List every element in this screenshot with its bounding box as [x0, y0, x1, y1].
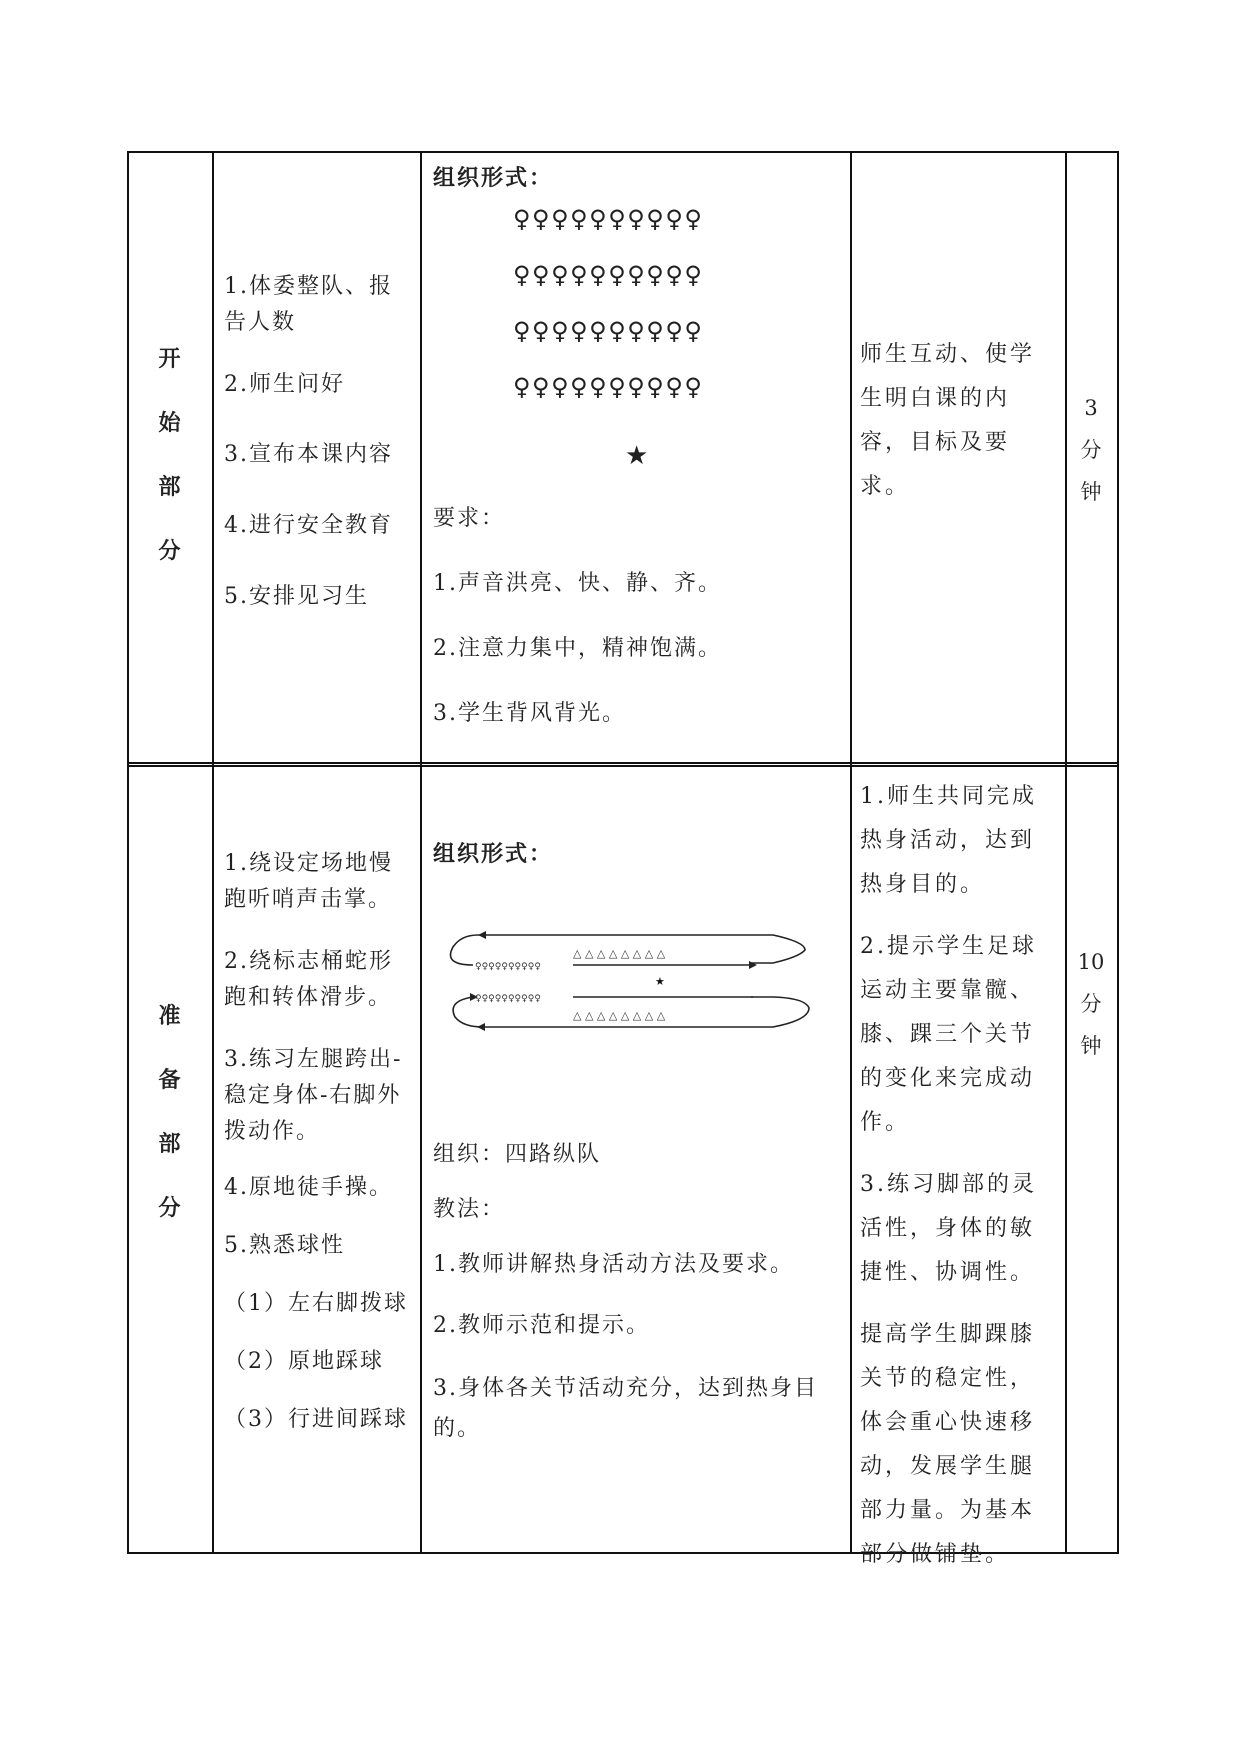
formation-row: ♀♀♀♀♀♀♀♀♀♀: [513, 317, 704, 345]
time-cell-start: [1065, 387, 1117, 513]
content-item: 3.练习左腿跨出-稳定身体-右脚外拨动作。: [224, 1047, 403, 1144]
method-item: 2.教师示范和提示。: [433, 1313, 650, 1338]
time-unit: 分钟: [1080, 438, 1102, 504]
content-item: 4.进行安全教育: [224, 513, 393, 538]
purpose-list-prep: [860, 775, 1052, 1577]
content-item: 1.绕设定场地慢跑听哨声击掌。: [224, 851, 393, 912]
requirements-heading: 要求：: [433, 506, 506, 531]
time-value: 3: [1084, 396, 1098, 420]
purpose-item: 3.练习脚部的灵活性，身体的敏捷性、协调性。: [860, 1172, 1037, 1285]
cone-markers: [573, 947, 666, 1022]
row-divider: [127, 762, 1119, 764]
purpose-item: 1.师生共同完成热身活动，达到热身目的。: [860, 784, 1037, 897]
requirement-item: 2.注意力集中，精神饱满。: [433, 636, 722, 661]
section-label-prep: [127, 984, 212, 1240]
table-divider: [850, 151, 852, 1554]
arrow-icon: [477, 1023, 485, 1031]
content-list-prep: [224, 846, 412, 1438]
org-heading: 组织形式：: [433, 841, 554, 867]
time-value: 10: [1077, 950, 1105, 974]
requirement-item: 3.学生背风背光。: [433, 701, 626, 726]
formation-row: ♀♀♀♀♀♀♀♀♀♀: [513, 373, 704, 401]
organization-cell-start: [433, 151, 843, 761]
method-item: 1.教师讲解热身活动方法及要求。: [433, 1252, 794, 1277]
students-dots: [475, 962, 541, 1004]
section-label-text: 开始部分: [158, 346, 181, 564]
section-label-text: 准备部分: [158, 1003, 181, 1221]
method-heading: 教法：: [433, 1197, 506, 1222]
content-item: 1.体委整队、报告人数: [224, 274, 393, 335]
svg-text:△ △ △ △ △ △ △ △: △ △ △ △ △ △ △ △: [573, 947, 666, 960]
requirement-item: 1.声音洪亮、快、静、齐。: [433, 571, 722, 596]
content-list-start: [224, 269, 412, 615]
content-item: 5.熟悉球性: [224, 1233, 345, 1258]
sub-content-item: （2）原地踩球: [224, 1349, 384, 1374]
time-unit: 分钟: [1080, 992, 1102, 1058]
content-item: 2.绕标志桶蛇形跑和转体滑步。: [224, 949, 393, 1010]
table-border-right: [1117, 151, 1119, 1554]
table-divider: [420, 151, 422, 1554]
sub-content-item: （3）行进间踩球: [224, 1407, 408, 1432]
teacher-star-icon: ★: [625, 441, 649, 471]
formation-row: ♀♀♀♀♀♀♀♀♀♀: [513, 261, 704, 289]
purpose-item: 2.提示学生足球运动主要靠髋、膝、踝三个关节的变化来完成动作。: [860, 934, 1037, 1135]
content-item: 2.师生问好: [224, 372, 345, 397]
svg-text:△ △ △ △ △ △ △ △: △ △ △ △ △ △ △ △: [573, 1009, 666, 1022]
org-heading: 组织形式：: [433, 165, 554, 191]
content-item: 5.安排见习生: [224, 584, 369, 609]
organization-cell-prep: [433, 765, 843, 1552]
content-item: 4.原地徒手操。: [224, 1175, 393, 1200]
sub-content-item: （1）左右脚拨球: [224, 1291, 408, 1316]
svg-text:♀♀♀♀♀♀♀♀♀♀: ♀♀♀♀♀♀♀♀♀♀: [475, 994, 541, 1004]
content-item: 3.宣布本课内容: [224, 442, 393, 467]
svg-text:♀♀♀♀♀♀♀♀♀♀: ♀♀♀♀♀♀♀♀♀♀: [475, 962, 541, 972]
section-label-start: [127, 327, 212, 583]
teacher-star-icon: ★: [655, 975, 665, 988]
purpose-item: 提高学生脚踝膝关节的稳定性，体会重心快速移动，发展学生腿部力量。为基本部分做铺垫。: [860, 1322, 1036, 1567]
table-divider: [1065, 151, 1067, 1554]
time-cell-prep: [1065, 941, 1117, 1067]
table-divider: [212, 151, 214, 1554]
method-item: 3.身体各关节活动充分，达到热身目的。: [433, 1376, 818, 1441]
arrow-icon: [478, 931, 486, 939]
purpose-text-start: 师生互动、使学生明白课的内容，目标及要求。: [860, 342, 1036, 499]
formation-row: ♀♀♀♀♀♀♀♀♀♀: [513, 205, 704, 233]
organization-text: 组织：四路纵队: [433, 1142, 602, 1167]
lesson-plan-table: [127, 151, 1119, 1567]
snake-run-diagram: [433, 905, 813, 1045]
